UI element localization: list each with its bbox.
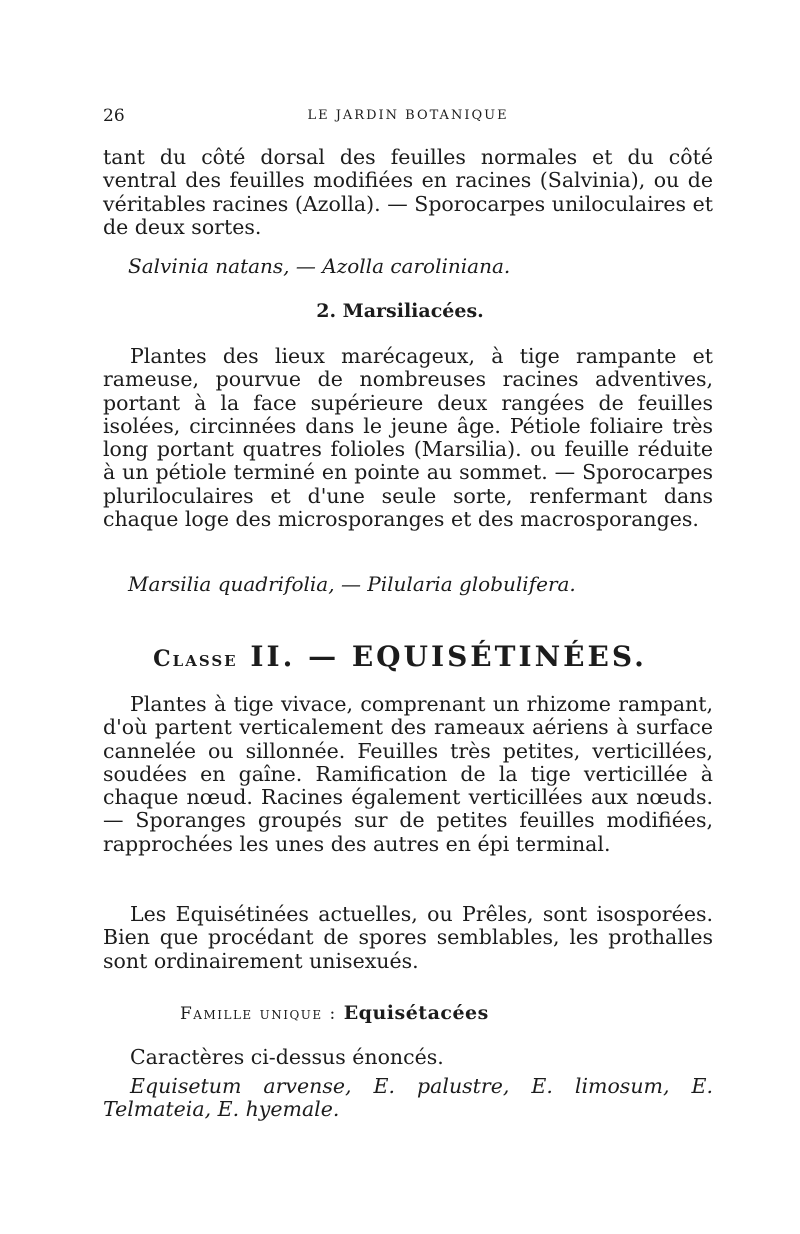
class-name: EQUISÉTINÉES. [351,640,647,673]
running-title: LE JARDIN BOTANIQUE [307,108,509,123]
class-dash: — [308,640,340,673]
species-list-salviniacees: Salvinia natans, — Azolla caroliniana. [128,254,511,278]
species-list-marsiliacees: Marsilia quadrifolia, — Pilularia globulifera. [128,572,576,596]
species-list-equisetacees: Equisetum arvense, E. palustre, E. limosum, E. Telmateia, E. hyemale. [103,1074,713,1122]
continuation-paragraph: tant du côté dorsal des feuilles normales et du côté ventral des feuilles modifiées en racines (Salvinia), ou de véritables racines (Azolla). — Sporocarpes uniloculaires et de deux sortes. [103,145,713,239]
section-heading-marsiliacees: 2. Marsiliacées. [316,300,484,322]
paragraph-marsiliacees: Plantes des lieux marécageux, à tige rampante et rameuse, pourvue de nombreuses racines adventives, portant à la face supérieure deux rangées de feuilles isolées, circinnées dans le jeune âge. Pétiole foliaire très long portant quatres folioles (Marsilia). ou feuille réduite à un pétiole terminé en pointe au sommet. — Sporocarpes pluriloculaires et d'une seule sorte, renfermant dans chaque loge des microsporanges et des macrosporanges. [103,344,713,532]
family-label: Famille unique : [180,1004,337,1024]
class-numeral: II. [250,640,296,673]
class-heading [0,640,800,673]
family-name: Equisétacées [343,1002,489,1024]
class-prefix: Classe [153,646,238,672]
page-header [103,106,713,128]
family-heading [180,1002,489,1024]
paragraph-equisetinees-1: Plantes à tige vivace, comprenant un rhizome rampant, d'où partent verticalement des rameaux aériens à surface cannelée ou sillonnée. Feuilles très petites, verticillées, soudées en gaîne. Ramification de la tige verticillée à chaque nœud. Racines également verticillées aux nœuds. — Sporanges groupés sur de petites feuilles modifiées, rapprochées les unes des autres en épi terminal. [103,692,713,856]
characters-line: Caractères ci-dessus énoncés. [130,1045,444,1069]
page-number: 26 [103,106,125,126]
paragraph-equisetinees-2: Les Equisétinées actuelles, ou Prêles, sont isosporées. Bien que procédant de spores semblables, les prothalles sont ordinairement unisexués. [103,902,713,973]
